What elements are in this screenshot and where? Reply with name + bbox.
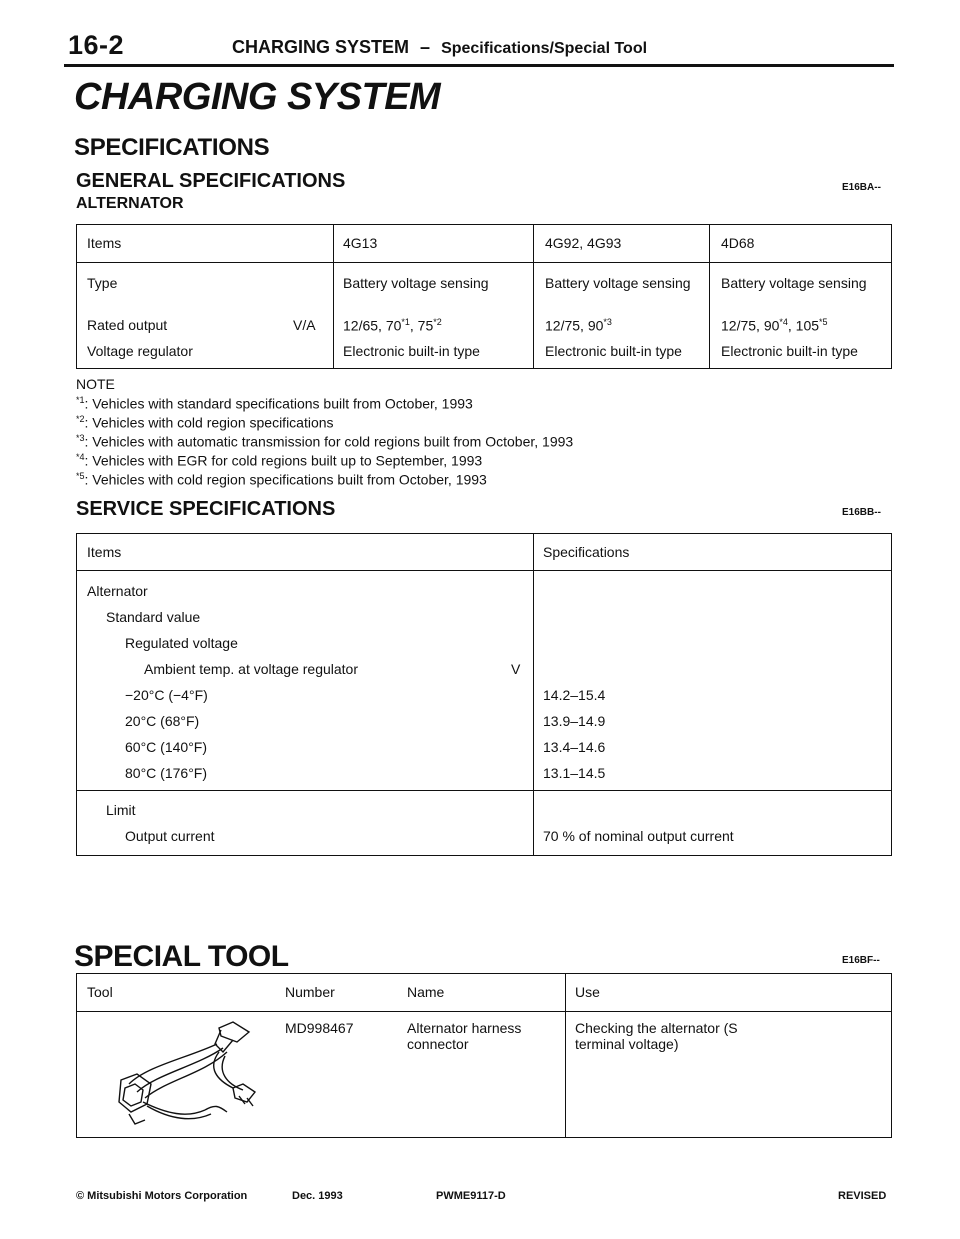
note-text: : Vehicles with cold region specifications built from October, 1993 [84, 471, 487, 488]
ambient-temp-label: Ambient temp. at voltage regulator [144, 661, 359, 677]
row-voltage-regulator-label: Voltage regulator [87, 343, 193, 359]
temp-label: 80°C (176°F) [125, 765, 208, 781]
output-current-label: Output current [125, 828, 215, 844]
footnote-mark: *5 [819, 317, 828, 327]
voltage-unit: V [511, 661, 521, 677]
note-item [76, 431, 573, 450]
header-section: CHARGING SYSTEM [232, 37, 410, 57]
table-header-rule [77, 262, 891, 263]
rated-output-4g92 [545, 317, 612, 334]
rated-output-4g13 [343, 317, 442, 334]
header-rule [64, 64, 894, 67]
rated-output-4d68 [721, 317, 828, 334]
regulator-4d68: Electronic built-in type [721, 343, 858, 359]
column-divider [533, 225, 534, 368]
col-header-items: Items [87, 544, 122, 560]
page-number: 16-2 [68, 30, 125, 60]
standard-value-label: Standard value [106, 609, 201, 625]
type-4d68: Battery voltage sensing [721, 275, 867, 291]
footnote-mark: *1 [401, 317, 410, 327]
notes-block [76, 377, 573, 488]
col-header-specifications: Specifications [543, 544, 630, 560]
temp-label: −20°C (−4°F) [125, 687, 208, 703]
value: 12/65, 70 [343, 317, 402, 334]
footnote-mark: *1 [76, 394, 85, 405]
note-text: : Vehicles with automatic transmission for cold regions built from October, 1993 [84, 433, 574, 450]
footer-date: Dec. 1993 [292, 1190, 343, 1202]
section-specifications: SPECIFICATIONS [74, 134, 270, 161]
footer-status: REVISED [838, 1190, 887, 1202]
general-spec-heading: GENERAL SPECIFICATIONS [76, 170, 346, 192]
note-text: : Vehicles with EGR for cold regions built up to September, 1993 [84, 452, 483, 469]
tool-number: MD998467 [285, 1020, 354, 1036]
column-divider [709, 225, 710, 368]
alternator-label: Alternator [87, 583, 148, 599]
service-spec-heading: SERVICE SPECIFICATIONS [76, 498, 336, 520]
regulator-4g92: Electronic built-in type [545, 343, 682, 359]
type-4g92: Battery voltage sensing [545, 275, 691, 291]
alternator-subheading: ALTERNATOR [76, 195, 184, 212]
general-spec-table [76, 224, 892, 369]
general-spec-code: E16BA-- [842, 182, 881, 193]
footer-doc-id: PWME9117-D [436, 1190, 506, 1202]
output-current-spec: 70 % of nominal output current [543, 828, 734, 844]
harness-connector-illustration [107, 1018, 267, 1130]
footer-copyright: © Mitsubishi Motors Corporation [76, 1190, 248, 1202]
special-tool-heading: SPECIAL TOOL [74, 940, 289, 973]
value: 12/75, 90 [721, 317, 780, 334]
col-header-4d68: 4D68 [721, 235, 755, 251]
temp-value: 13.9–14.9 [543, 713, 606, 729]
header-dash: – [420, 37, 431, 57]
temp-label: 20°C (68°F) [125, 713, 200, 729]
note-item [76, 450, 573, 469]
row-divider [77, 790, 891, 791]
main-title: CHARGING SYSTEM [74, 76, 441, 118]
column-divider [565, 974, 566, 1137]
table-header-rule [77, 1011, 891, 1012]
footnote-mark: *4 [76, 451, 85, 462]
col-header-use: Use [575, 984, 600, 1000]
value: , 105 [787, 317, 820, 334]
footnote-mark: *2 [433, 317, 442, 327]
col-header-name: Name [407, 984, 445, 1000]
footnote-mark: *3 [603, 317, 612, 327]
col-header-tool: Tool [87, 984, 113, 1000]
limit-label: Limit [106, 802, 136, 818]
note-title: NOTE [76, 376, 115, 392]
table-header-rule [77, 570, 891, 571]
temp-value: 14.2–15.4 [543, 687, 606, 703]
col-header-number: Number [285, 984, 335, 1000]
service-spec-code: E16BB-- [842, 507, 881, 518]
note-text: : Vehicles with cold region specifications [84, 414, 334, 431]
note-item [76, 393, 573, 412]
column-divider [333, 225, 334, 368]
tool-name: Alternator harness connector [407, 1020, 522, 1052]
temp-value: 13.4–14.6 [543, 739, 606, 755]
special-tool-table [76, 973, 892, 1138]
header-subtitle: Specifications/Special Tool [441, 40, 648, 57]
type-4g13: Battery voltage sensing [343, 275, 489, 291]
col-header-4g92: 4G92, 4G93 [545, 235, 622, 251]
temp-value: 13.1–14.5 [543, 765, 606, 781]
value: 12/75, 90 [545, 317, 604, 334]
col-header-4g13: 4G13 [343, 235, 378, 251]
note-text: : Vehicles with standard specifications built from October, 1993 [84, 395, 473, 412]
rated-output-unit: V/A [293, 317, 316, 333]
footnote-mark: *4 [779, 317, 788, 327]
row-rated-output-label: Rated output [87, 317, 168, 333]
regulated-voltage-label: Regulated voltage [125, 635, 238, 651]
temp-label: 60°C (140°F) [125, 739, 208, 755]
col-header-items: Items [87, 235, 122, 251]
note-item [76, 412, 573, 431]
header-title [232, 37, 647, 58]
tool-use: Checking the alternator (S terminal voltage) [575, 1020, 738, 1052]
special-tool-code: E16BF-- [842, 955, 880, 966]
column-divider [533, 534, 534, 855]
footnote-mark: *5 [76, 471, 85, 482]
row-type-label: Type [87, 275, 118, 291]
footnote-mark: *2 [76, 413, 85, 424]
service-spec-table [76, 533, 892, 856]
regulator-4g13: Electronic built-in type [343, 343, 480, 359]
footnote-mark: *3 [76, 432, 85, 443]
note-item [76, 469, 573, 488]
value: , 75 [409, 317, 434, 334]
